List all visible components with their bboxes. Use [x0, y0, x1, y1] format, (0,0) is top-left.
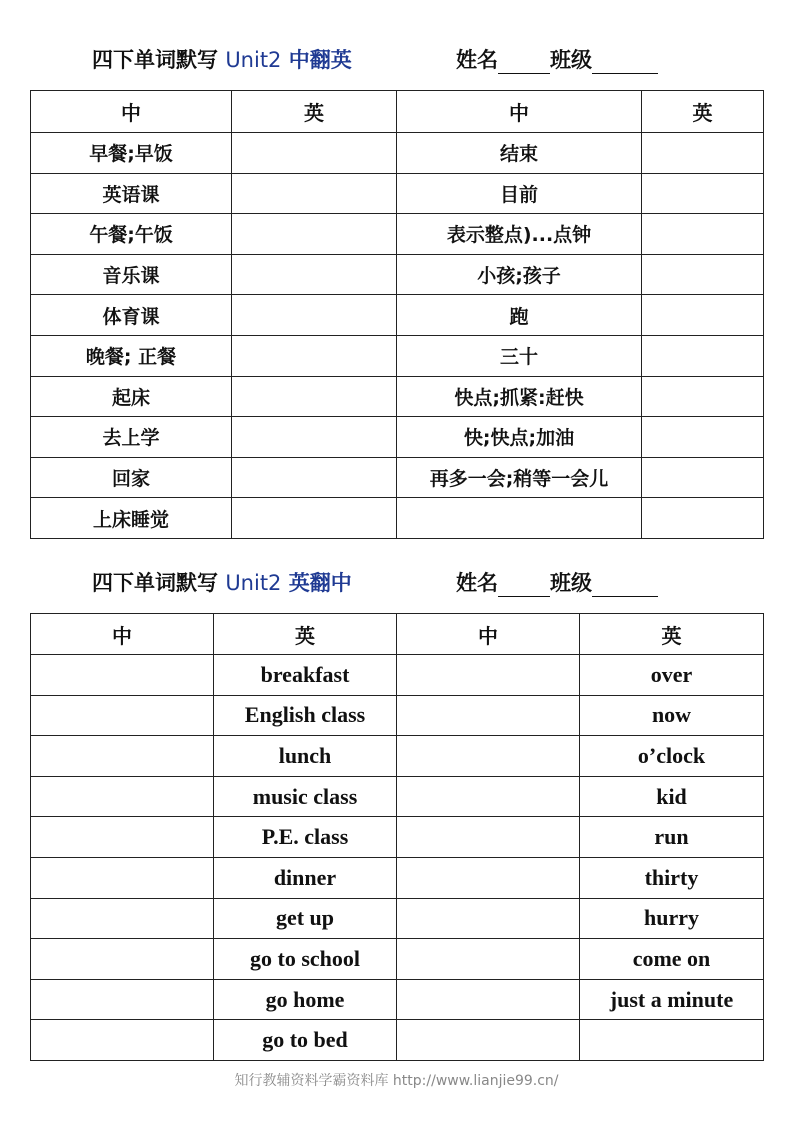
chinese-cell-answer-blank[interactable]	[397, 736, 580, 777]
header-chinese: 中	[31, 614, 214, 655]
english-cell-answer-blank[interactable]	[642, 457, 764, 498]
chinese-cell: 英语课	[31, 173, 232, 214]
table-row	[31, 736, 764, 777]
table-row	[31, 457, 764, 498]
english-cell-answer-blank[interactable]	[232, 173, 397, 214]
english-cell-answer-blank[interactable]	[232, 457, 397, 498]
table-row	[31, 898, 764, 939]
english-cell: English class	[214, 695, 397, 736]
chinese-cell-answer-blank[interactable]	[31, 979, 214, 1020]
chinese-cell-answer-blank[interactable]	[397, 655, 580, 696]
english-cell: go to school	[214, 939, 397, 980]
table-header-row	[31, 614, 764, 655]
header-chinese: 中	[397, 614, 580, 655]
english-cell-answer-blank[interactable]	[642, 295, 764, 336]
section1-class-blank[interactable]	[592, 51, 658, 74]
table-row	[31, 254, 764, 295]
chinese-cell-answer-blank[interactable]	[31, 857, 214, 898]
english-cell: come on	[580, 939, 764, 980]
english-cell: over	[580, 655, 764, 696]
chinese-cell-answer-blank[interactable]	[31, 898, 214, 939]
header-english: 英	[642, 91, 764, 133]
header-chinese: 中	[31, 91, 232, 133]
chinese-cell-answer-blank[interactable]	[31, 939, 214, 980]
section2-title-row	[0, 567, 793, 603]
chinese-cell: 上床睡觉	[31, 498, 232, 539]
english-cell-answer-blank[interactable]	[642, 173, 764, 214]
english-cell-answer-blank[interactable]	[232, 133, 397, 174]
chinese-cell: 午餐;午饭	[31, 214, 232, 255]
english-cell: P.E. class	[214, 817, 397, 858]
table-row	[31, 376, 764, 417]
footer-watermark: 知行教辅资料学霸资料库 http://www.lianjie99.cn/	[234, 1073, 559, 1089]
section1-name-blank[interactable]	[498, 51, 550, 74]
table-row	[31, 857, 764, 898]
section2-name-class-field	[456, 567, 658, 597]
table-row	[31, 817, 764, 858]
chinese-cell-answer-blank[interactable]	[397, 776, 580, 817]
section2-name-label: 姓名	[456, 571, 498, 595]
english-cell-answer-blank[interactable]	[232, 376, 397, 417]
section1-title-row	[0, 44, 793, 80]
table-row	[31, 655, 764, 696]
chinese-cell-answer-blank[interactable]	[397, 979, 580, 1020]
table-row	[31, 335, 764, 376]
english-cell-answer-blank[interactable]	[642, 254, 764, 295]
header-english: 英	[214, 614, 397, 655]
english-cell-answer-blank[interactable]	[642, 335, 764, 376]
chinese-cell-answer-blank[interactable]	[31, 695, 214, 736]
section1-title	[92, 44, 352, 74]
chinese-cell-answer-blank[interactable]	[397, 695, 580, 736]
chinese-cell-answer-blank[interactable]	[397, 817, 580, 858]
table-row	[31, 1020, 764, 1061]
section2-name-blank[interactable]	[498, 574, 550, 597]
english-cell-answer-blank[interactable]	[642, 498, 764, 539]
section1-title-unit: Unit2	[225, 48, 282, 72]
table-row	[31, 173, 764, 214]
english-cell: kid	[580, 776, 764, 817]
table-row	[31, 417, 764, 458]
english-cell: breakfast	[214, 655, 397, 696]
header-english: 英	[232, 91, 397, 133]
chinese-cell-answer-blank[interactable]	[397, 939, 580, 980]
section1-name-class-field	[456, 44, 658, 74]
table-row	[31, 498, 764, 539]
chinese-cell-answer-blank[interactable]	[31, 736, 214, 777]
english-cell: hurry	[580, 898, 764, 939]
table-row	[31, 979, 764, 1020]
chinese-cell-answer-blank[interactable]	[31, 655, 214, 696]
chinese-cell: 跑	[397, 295, 642, 336]
chinese-cell-answer-blank[interactable]	[397, 857, 580, 898]
chinese-cell-answer-blank[interactable]	[397, 898, 580, 939]
table-header-row	[31, 91, 764, 133]
english-cell: thirty	[580, 857, 764, 898]
english-cell: now	[580, 695, 764, 736]
english-cell: go to bed	[214, 1020, 397, 1061]
section2-title-sub: 英翻中	[288, 571, 352, 595]
chinese-cell: 体育课	[31, 295, 232, 336]
english-cell-answer-blank[interactable]	[232, 214, 397, 255]
english-cell-answer-blank[interactable]	[642, 214, 764, 255]
chinese-cell: 起床	[31, 376, 232, 417]
chinese-cell: 早餐;早饭	[31, 133, 232, 174]
english-cell: go home	[214, 979, 397, 1020]
section1-title-sub: 中翻英	[288, 48, 352, 72]
english-cell: run	[580, 817, 764, 858]
table-row	[31, 295, 764, 336]
section2-title-prefix: 四下单词默写	[92, 571, 218, 595]
section2-class-label: 班级	[550, 571, 592, 595]
section1-name-label: 姓名	[456, 48, 498, 72]
section2-table-body	[31, 655, 764, 1061]
section1-title-prefix: 四下单词默写	[92, 48, 218, 72]
english-cell-answer-blank[interactable]	[232, 254, 397, 295]
chinese-cell: 回家	[31, 457, 232, 498]
english-cell-answer-blank[interactable]	[232, 498, 397, 539]
chinese-cell: 去上学	[31, 417, 232, 458]
chinese-cell: 目前	[397, 173, 642, 214]
english-cell-answer-blank[interactable]	[232, 335, 397, 376]
table-row	[31, 939, 764, 980]
chinese-cell-answer-blank[interactable]	[397, 498, 642, 539]
chinese-cell-answer-blank[interactable]	[31, 776, 214, 817]
english-cell-answer-blank[interactable]	[580, 1020, 764, 1061]
english-cell: just a minute	[580, 979, 764, 1020]
chinese-cell: 晚餐; 正餐	[31, 335, 232, 376]
english-cell-answer-blank[interactable]	[642, 417, 764, 458]
english-cell-answer-blank[interactable]	[232, 295, 397, 336]
english-cell-answer-blank[interactable]	[232, 417, 397, 458]
section2-title	[92, 567, 352, 597]
section1-class-label: 班级	[550, 48, 592, 72]
chinese-cell: 表示整点)...点钟	[397, 214, 642, 255]
english-cell: music class	[214, 776, 397, 817]
chinese-cell-answer-blank[interactable]	[397, 1020, 580, 1061]
table-row	[31, 776, 764, 817]
chinese-cell: 结束	[397, 133, 642, 174]
section2-title-unit: Unit2	[225, 571, 282, 595]
english-cell: lunch	[214, 736, 397, 777]
table-row	[31, 214, 764, 255]
english-cell: o’clock	[580, 736, 764, 777]
section1-table-body	[31, 133, 764, 539]
section2-table	[30, 613, 764, 1061]
header-chinese: 中	[397, 91, 642, 133]
chinese-cell: 三十	[397, 335, 642, 376]
english-cell: get up	[214, 898, 397, 939]
chinese-cell: 音乐课	[31, 254, 232, 295]
chinese-cell-answer-blank[interactable]	[31, 817, 214, 858]
header-english: 英	[580, 614, 764, 655]
english-cell: dinner	[214, 857, 397, 898]
table-row	[31, 695, 764, 736]
chinese-cell: 再多一会;稍等一会儿	[397, 457, 642, 498]
chinese-cell: 快点;抓紧:赶快	[397, 376, 642, 417]
table-row	[31, 133, 764, 174]
english-cell-answer-blank[interactable]	[642, 376, 764, 417]
section2-class-blank[interactable]	[592, 574, 658, 597]
chinese-cell: 快;快点;加油	[397, 417, 642, 458]
chinese-cell-answer-blank[interactable]	[31, 1020, 214, 1061]
chinese-cell: 小孩;孩子	[397, 254, 642, 295]
english-cell-answer-blank[interactable]	[642, 133, 764, 174]
section1-table	[30, 90, 764, 539]
